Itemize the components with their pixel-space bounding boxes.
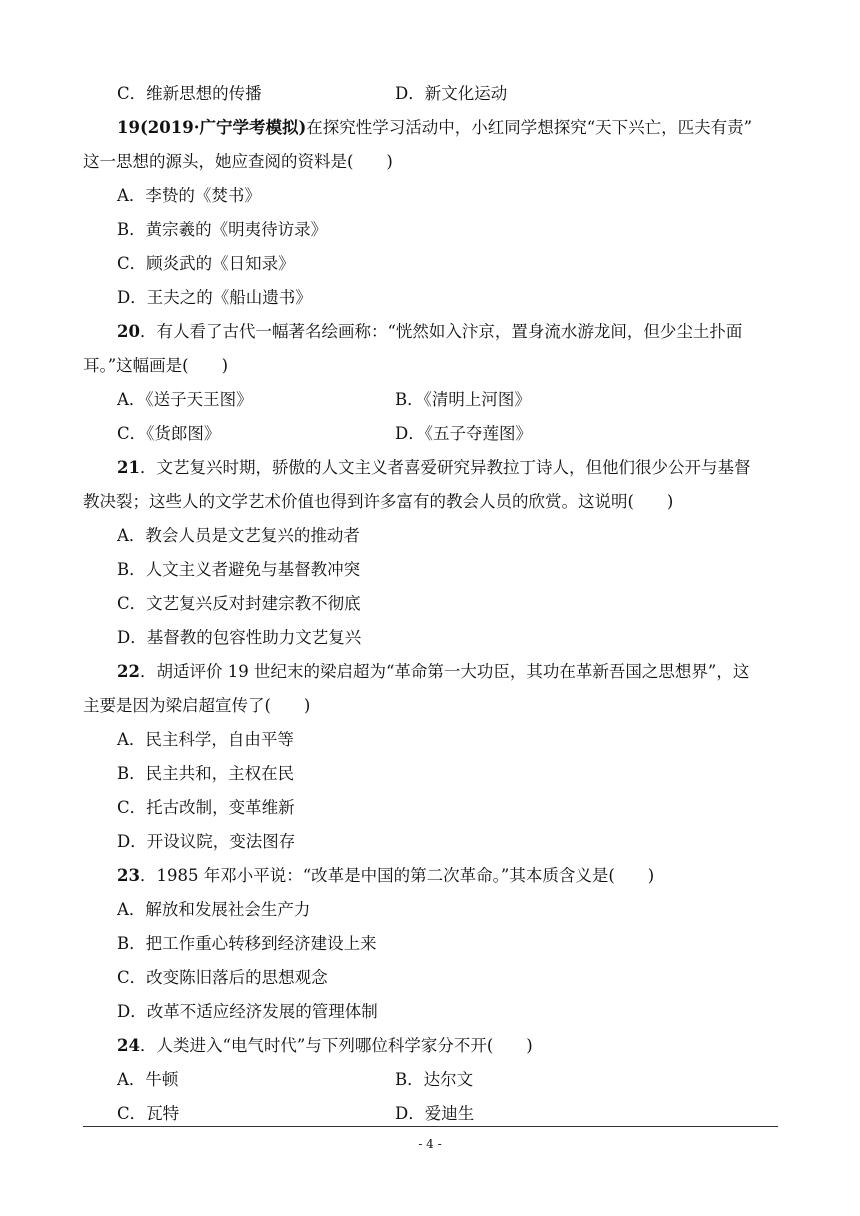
question-text: ．胡适评价 19 世纪末的梁启超为“革命第一大功臣，其功在革新吾国之思想界”，这 <box>139 662 750 681</box>
option-b: B．达尔文 <box>395 1070 474 1089</box>
option-b: B．把工作重心转移到经济建设上来 <box>117 934 377 953</box>
option-c: C．瓦特 <box>117 1104 180 1123</box>
option-b: B．《清明上河图》 <box>395 390 531 409</box>
question-20-stem-cont: 耳。”这幅画是( ) <box>83 356 229 375</box>
option-b: B．黄宗羲的《明夷待访录》 <box>117 220 328 239</box>
question-text: ．有人看了古代一幅著名绘画称：“恍然如入汴京，置身流水游龙间，但少尘土扑面 <box>139 322 743 341</box>
option-a: A．教会人员是文艺复兴的推动者 <box>117 526 360 545</box>
option-b: B．人文主义者避免与基督教冲突 <box>117 560 361 579</box>
option-c: C．顾炎武的《日知录》 <box>117 254 295 273</box>
question-source: (2019·广宁学考模拟) <box>139 118 307 137</box>
option-c: C．维新思想的传播 <box>117 84 262 103</box>
question-20-stem <box>117 321 742 343</box>
question-number: 20 <box>117 322 140 341</box>
question-number: 23 <box>117 866 140 885</box>
question-text: ．1985 年邓小平说：“改革是中国的第二次革命。”其本质含义是( ) <box>139 866 655 885</box>
option-a: A．《送子天王图》 <box>117 390 253 409</box>
option-d: D．新文化运动 <box>395 84 508 103</box>
question-text: ．文艺复兴时期，骄傲的人文主义者喜爱研究异教拉丁诗人，但他们很少公开与基督 <box>139 458 751 477</box>
option-d: D．基督教的包容性助力文艺复兴 <box>117 628 362 647</box>
option-c: C．文艺复兴反对封建宗教不彻底 <box>117 594 361 613</box>
option-a: A．牛顿 <box>117 1070 179 1089</box>
option-d: D．《五子夺莲图》 <box>395 424 532 443</box>
question-text: 在探究性学习活动中，小红同学想探究“天下兴亡，匹夫有责” <box>306 118 753 137</box>
option-a: A．解放和发展社会生产力 <box>117 900 311 919</box>
option-a: A．李贽的《焚书》 <box>117 186 261 205</box>
option-c: C．改变陈旧落后的思想观念 <box>117 968 328 987</box>
question-21-stem-cont: 教决裂；这些人的文学艺术价值也得到许多富有的教会人员的欣赏。这说明( ) <box>83 492 674 511</box>
option-d: D．改革不适应经济发展的管理体制 <box>117 1002 378 1021</box>
option-d: D．开设议院，变法图存 <box>117 832 296 851</box>
question-number: 24 <box>117 1036 140 1055</box>
footer-rule <box>83 1126 778 1127</box>
option-d: D．爱迪生 <box>395 1104 475 1123</box>
question-19-stem <box>117 117 752 139</box>
question-24-stem <box>117 1035 533 1057</box>
question-19-stem-cont: 这一思想的源头，她应查阅的资料是( ) <box>83 152 393 171</box>
option-b: B．民主共和，主权在民 <box>117 764 295 783</box>
question-number: 21 <box>117 458 140 477</box>
option-d: D．王夫之的《船山遗书》 <box>117 288 312 307</box>
page-number: - 4 - <box>418 1137 442 1151</box>
option-c: C．托古改制，变革维新 <box>117 798 295 817</box>
option-a: A．民主科学，自由平等 <box>117 730 294 749</box>
question-number: 19 <box>117 118 140 137</box>
question-22-stem <box>117 661 749 683</box>
question-number: 22 <box>117 662 140 681</box>
question-text: ．人类进入“电气时代”与下列哪位科学家分不开( ) <box>139 1036 533 1055</box>
question-21-stem <box>117 457 750 479</box>
question-22-stem-cont: 主要是因为梁启超宣传了( ) <box>83 696 311 715</box>
question-23-stem <box>117 865 654 887</box>
option-c: C．《货郎图》 <box>117 424 221 443</box>
